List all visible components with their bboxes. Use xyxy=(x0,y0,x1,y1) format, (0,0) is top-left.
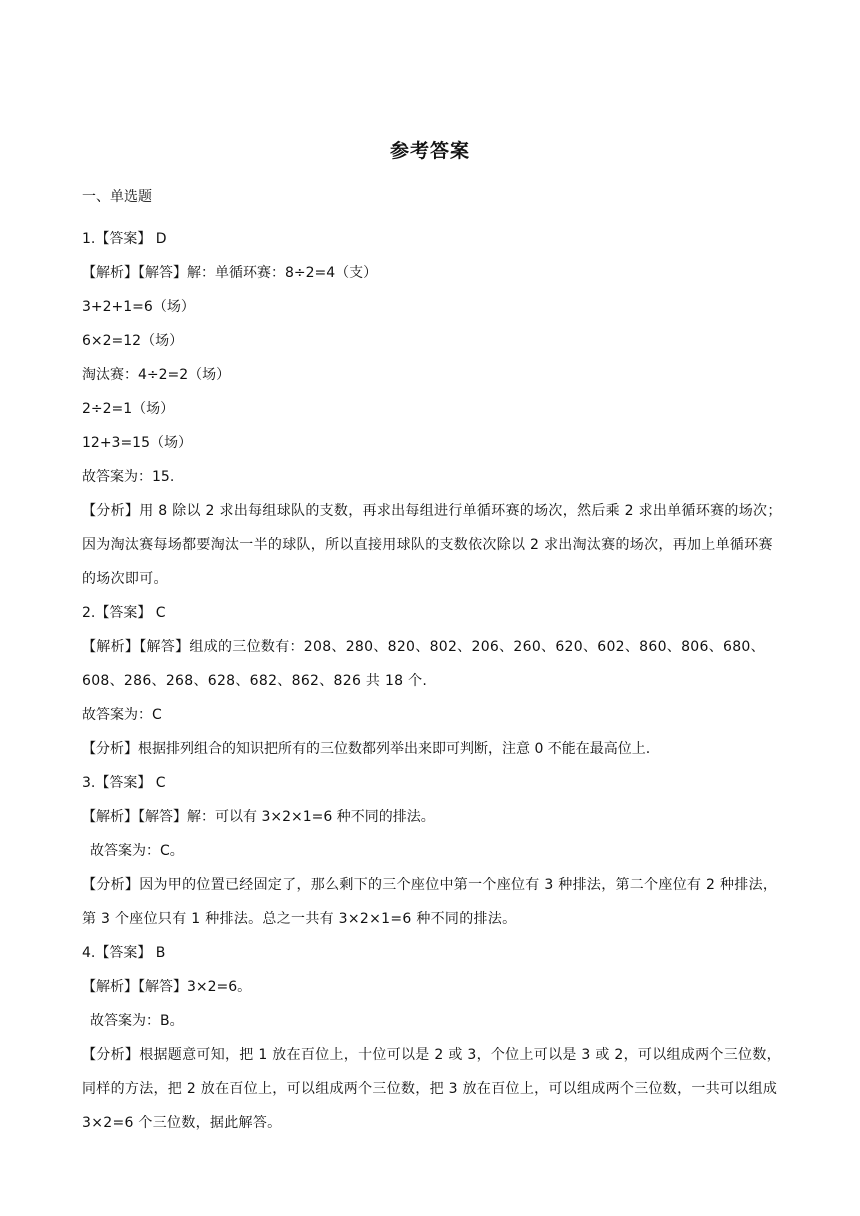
q3-fenxi: 【分析】因为甲的位置已经固定了，那么剩下的三个座位中第一个座位有 3 种排法，第二个座位有 2 种排法，第 3 个座位只有 1 种排法。总之一共有 3×2×1=6 种不同的排法。 xyxy=(82,877,778,927)
section-heading: 一、单选题 xyxy=(82,189,152,205)
q3-analysis: 【解析】【解答】解：可以有 3×2×1=6 种不同的排法。 xyxy=(82,809,435,825)
q2-conclusion: 故答案为：C xyxy=(82,707,162,723)
page-title: 参考答案 xyxy=(389,140,470,162)
q4-analysis: 【解析】【解答】3×2=6。 xyxy=(82,979,252,995)
q3-conclusion: 故答案为：C。 xyxy=(90,843,184,859)
q2-answer: 2.【答案】 C xyxy=(82,605,166,621)
q4-conclusion: 故答案为：B。 xyxy=(90,1013,184,1029)
answers-body xyxy=(82,222,782,1140)
q1-step-5: 12+3=15（场） xyxy=(82,435,192,451)
q1-analysis-head: 【解析】【解答】解：单循环赛：8÷2=4（支） xyxy=(82,265,378,281)
q2-analysis: 【解析】【解答】组成的三位数有：208、280、820、802、206、260、620、602、860、806、680、608、286、268、628、682、862、826 共 18 个. xyxy=(82,639,765,689)
q1-fenxi: 【分析】用 8 除以 2 求出每组球队的支数，再求出每组进行单循环赛的场次，然后乘 2 求出单循环赛的场次；因为淘汰赛每场都要淘汰一半的球队，所以直接用球队的支数依次除以 2 求出淘汰赛的场次，再加上单循环赛的场次即可。 xyxy=(82,503,782,587)
q3-answer: 3.【答案】 C xyxy=(82,775,166,791)
q1-step-2: 6×2=12（场） xyxy=(82,333,184,349)
q1-step-3: 淘汰赛：4÷2=2（场） xyxy=(82,367,231,383)
q1-step-4: 2÷2=1（场） xyxy=(82,401,175,417)
q1-step-1: 3+2+1=6（场） xyxy=(82,299,195,315)
q1-answer: 1.【答案】 D xyxy=(82,231,167,247)
q4-answer: 4.【答案】 B xyxy=(82,945,166,961)
q4-fenxi: 【分析】根据题意可知，把 1 放在百位上，十位可以是 2 或 3，个位上可以是 3 或 2，可以组成两个三位数，同样的方法，把 2 放在百位上，可以组成两个三位数，把 3 放在百位上，可以组成两个三位数，一共可以组成 3×2=6 个三位数，据此解答。 xyxy=(82,1047,781,1131)
q2-fenxi: 【分析】根据排列组合的知识把所有的三位数都列举出来即可判断，注意 0 不能在最高位上. xyxy=(82,741,651,757)
q1-conclusion: 故答案为：15. xyxy=(82,469,175,485)
